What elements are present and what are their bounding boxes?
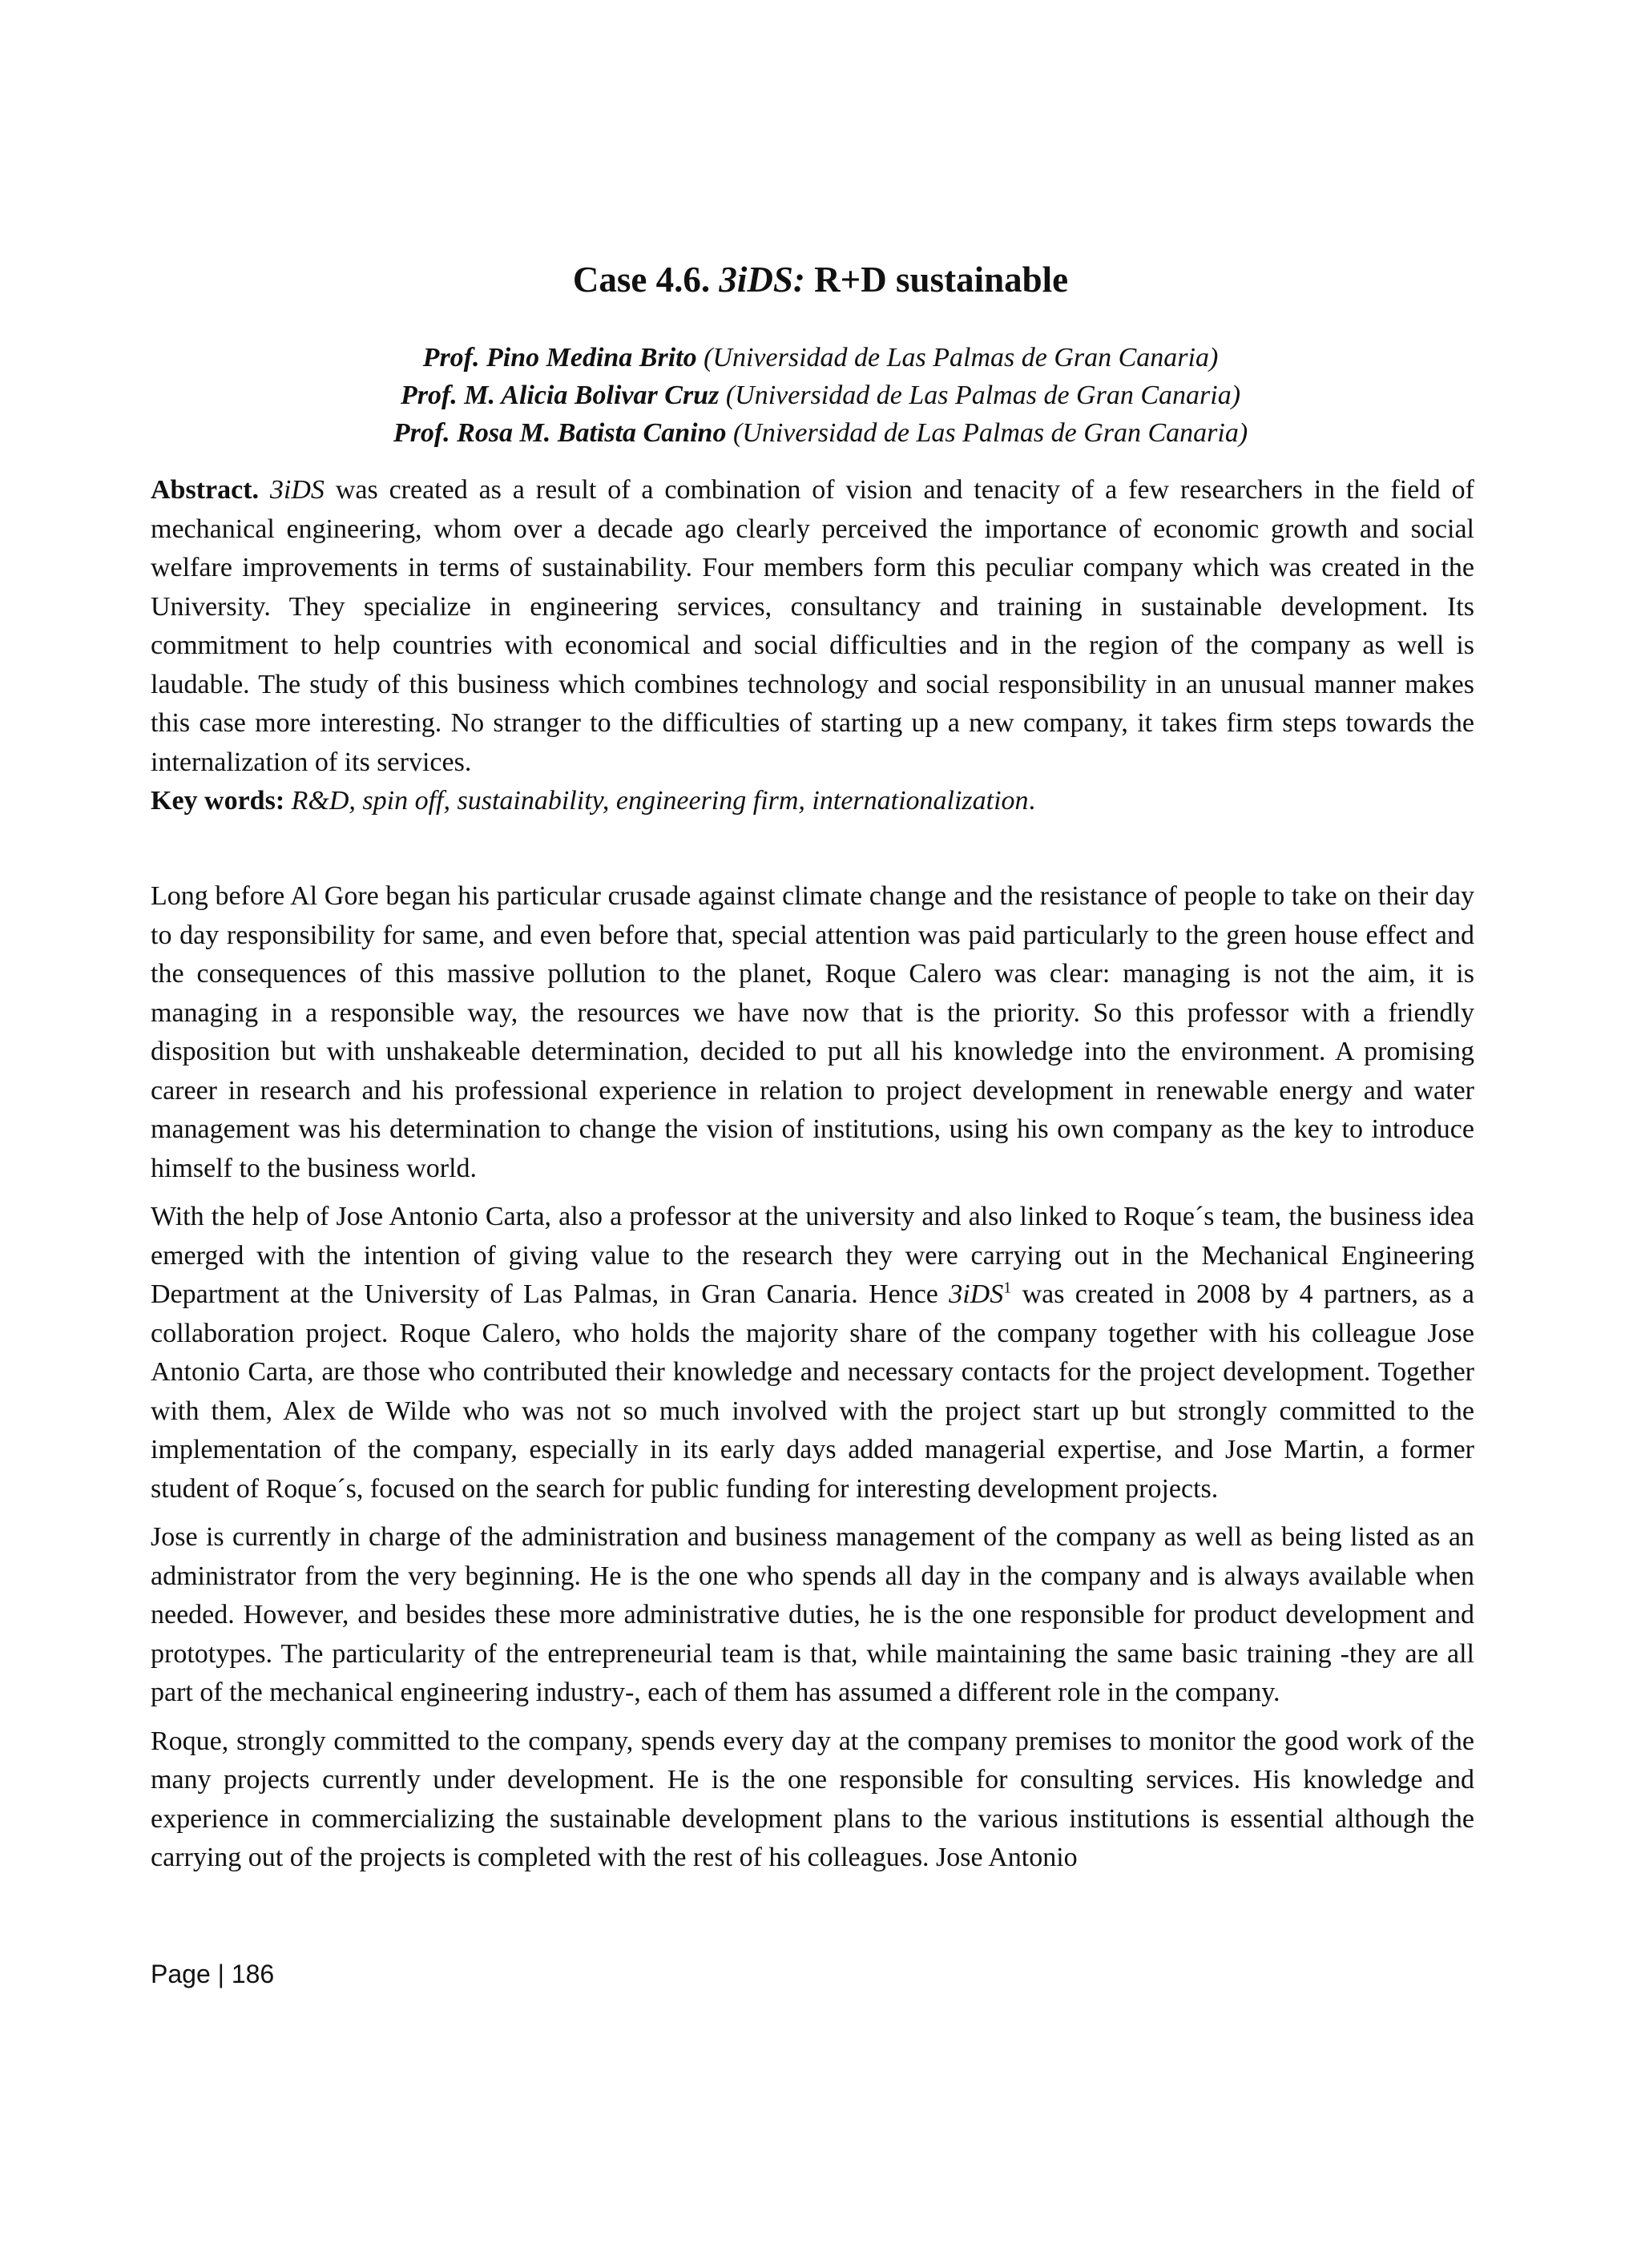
case-company-name: 3iDS: — [719, 260, 805, 300]
abstract-text: was created as a result of a combination of vision and tenacity of a few researchers in the field of mechanical engineering, whom over a decade ago clearly perceived the importance of economic growth and social welfare improvements in terms of sustainability. Four members form this peculiar company which was created in the University. They specialize in engineering services, consultancy and training in sustainable development. Its commitment to help countries with economical and social difficulties and in the region of the company as well is laudable. The study of this business which combines technology and social responsibility in an unusual manner makes this case more interesting. No stranger to the difficulties of starting up a new company, it takes firm steps towards the internalization of its services. — [151, 475, 1474, 777]
body-paragraph-2 — [151, 1198, 1474, 1509]
abstract-paragraph — [151, 471, 1474, 782]
author-list — [0, 339, 1641, 452]
case-number: Case 4.6. — [572, 260, 711, 300]
body-section — [151, 877, 1474, 1878]
case-title — [0, 258, 1641, 301]
author-name: Prof. Rosa M. Batista Canino — [393, 418, 727, 448]
abstract-company-name: 3iDS — [269, 475, 325, 505]
page-number: Page | 186 — [151, 1960, 275, 1988]
abstract-label: Abstract. — [151, 475, 260, 505]
keywords-paragraph — [151, 782, 1474, 821]
body-paragraph-1: Long before Al Gore began his particular crusade against climate change and the resistance of people to take on their day to day responsibility for same, and even before that, special attention was paid particularly to the green house effect and the consequences of this massive pollution to the planet, Roque Calero was clear: managing is not the aim, it is managing in a responsible way, the resources we have now that is the priority. So this professor with a friendly disposition but with unshakeable determination, decided to put all his knowledge into the environment. A promising career in research and his professional experience in relation to project development in renewable energy and water management was his determination to change the vision of institutions, using his own company as the key to introduce himself to the business world. — [151, 881, 1474, 1183]
keywords-text: R&D, spin off, sustainability, engineering firm, internationalization — [291, 786, 1029, 816]
author-affiliation: (Universidad de Las Palmas de Gran Canaria) — [732, 418, 1248, 448]
keywords-label: Key words: — [151, 786, 285, 816]
body-paragraph-3: Jose is currently in charge of the administration and business management of the company as well as being listed as an administrator from the very beginning. He is the one who spends all day in the company and is always available when needed. However, and besides these more administrative duties, he is the one responsible for product development and prototypes. The particularity of the entrepreneurial team is that, while maintaining the same basic training -they are all part of the mechanical engineering industry-, each of them has assumed a different role in the company. — [151, 1522, 1474, 1707]
author-line — [0, 339, 1641, 377]
abstract-section — [151, 471, 1474, 821]
author-name: Prof. Pino Medina Brito — [422, 343, 697, 373]
author-affiliation: (Universidad de Las Palmas de Gran Canaria) — [725, 381, 1241, 410]
footnote-marker[interactable]: 1 — [1003, 1279, 1012, 1297]
author-line — [0, 377, 1641, 414]
author-name: Prof. M. Alicia Bolivar Cruz — [400, 381, 720, 410]
body-paragraph-2-start: With the help of Jose Antonio Carta, also a professor at the university and also linked to Roque´s team, the business idea emerged with the intention of giving value to the research they were carrying out in the Mechanical Engineering Department at the University of Las Palmas, in Gran Canaria. Hence — [151, 1202, 1474, 1309]
body-paragraph-2-end: was created in 2008 by 4 partners, as a collaboration project. Roque Calero, who holds the majority share of the company together with his colleague Jose Antonio Carta, are those who contributed their knowledge and necessary contacts for the project development. Together with them, Alex de Wilde who was not so much involved with the project start up but strongly committed to the implementation of the company, especially in its early days added managerial expertise, and Jose Martin, a former student of Roque´s, focused on the search for public funding for interesting development projects. — [151, 1279, 1475, 1504]
body-company-name: 3iDS — [949, 1279, 1004, 1309]
author-line — [0, 414, 1641, 452]
body-paragraph-4: Roque, strongly committed to the company, spends every day at the company premises to monitor the good work of the many projects currently under development. He is the one responsible for consulting services. His knowledge and experience in commercializing the sustainable development plans to the various institutions is essential although the carrying out of the projects is completed with the rest of his colleagues. Jose Antonio — [151, 1726, 1474, 1872]
author-affiliation: (Universidad de Las Palmas de Gran Canaria) — [704, 343, 1219, 373]
case-subtitle: R+D sustainable — [814, 260, 1069, 300]
keywords-end: . — [1028, 786, 1036, 816]
